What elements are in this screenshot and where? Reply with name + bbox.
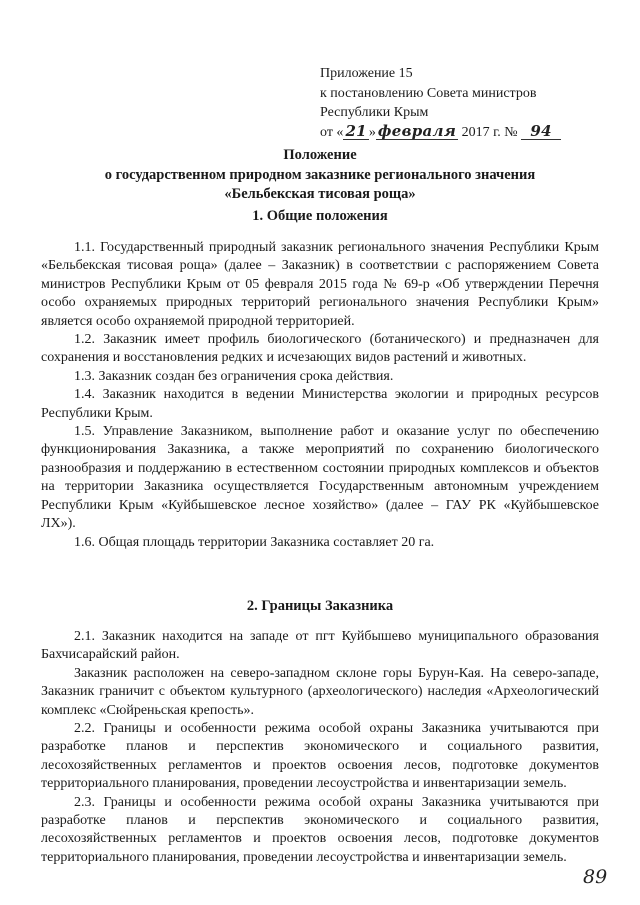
title-line-2: о государственном природном заказнике регионального значения [104, 166, 536, 183]
document-number: 94 [521, 123, 561, 140]
paragraph-1-4: 1.4. Заказник находится в ведении Министерства экологии и природных ресурсов Республики Крым. [41, 387, 599, 421]
paragraph-1-2: 1.2. Заказник имеет профиль биологического (ботанического) и предназначен для сохранения и восстановления редких и исчезающих видов растений и животных. [41, 332, 599, 366]
paragraph-2-3: 2.3. Границы и особенности режима особой охраны Заказника учитываются при разработке планов и перспектив экономического и социального развития, лесохозяйственных регламентов и проектов освоения лесов, подготовке документов территориального планирования, проведении лесоустройства и инвентаризации земель. [41, 794, 599, 865]
document-title [40, 146, 600, 205]
paragraph-1-1: 1.1. Государственный природный заказник регионального значения Республики Крым «Бельбекская тисовая роща» (далее – Заказник) в соответствии с распоряжением Совета министров Республики Крым от 05 февраля 2015 года № 69-р «Об утверждении Перечня особо охраняемых природных территорий регионального значения Республики Крым» является особо охраняемой природной территорией. [41, 240, 599, 329]
appendix-decree-line: к постановлению Совета министров [320, 85, 537, 101]
paragraph-2-1b: Заказник расположен на северо-западном склоне горы Бурун-Кая. На северо-западе, Заказник граничит с объектом культурного (археологического) наследия «Археологический комплекс «Сюйреньская крепость». [41, 665, 599, 718]
appendix-label: Приложение 15 [320, 66, 413, 81]
date-day: 21 [345, 121, 367, 140]
title-line-1: Положение [283, 147, 357, 163]
paragraph-1-5: 1.5. Управление Заказником, выполнение работ и оказание услуг по обеспечению функционирования Заказника, а также мероприятий по сохранению биологического разнообразия и поддержанию в естественном состоянии природных комплексов и объектов на территории Заказника осуществляется Государственным автономным учреждением Республики Крым «Куйбышевское лесное хозяйство» (далее – ГАУ РК «Куйбышевское ЛХ»). [41, 424, 599, 532]
section-2-body [41, 628, 599, 867]
paragraph-2-1: 2.1. Заказник находится на западе от пгт Куйбышево муниципального образования Бахчисарайский район. [41, 629, 599, 663]
title-line-3: «Бельбекская тисовая роща» [224, 186, 416, 202]
paragraph-2-2: 2.2. Границы и особенности режима особой охраны Заказника учитываются при разработке планов и перспектив экономического и социального развития, лесохозяйственных регламентов и проектов освоения лесов, подготовке документов территориального планирования, проведении лесоустройства и инвентаризации земель. [41, 721, 599, 792]
section-2-heading: 2. Границы Заказника [246, 598, 394, 614]
section-1-heading: 1. Общие положения [252, 208, 388, 224]
section-1-body [41, 239, 599, 552]
paragraph-1-6: 1.6. Общая площадь территории Заказника составляет 20 га. [74, 534, 435, 550]
date-prefix: от « [320, 124, 344, 140]
appendix-reference [320, 64, 620, 142]
page-number: 89 [583, 866, 608, 888]
date-mid: » [368, 124, 376, 140]
paragraph-1-3: 1.3. Заказник создан без ограничения срока действия. [74, 368, 394, 384]
appendix-date-line [320, 123, 620, 143]
date-month: февраля [377, 121, 457, 140]
appendix-republic-line: Республики Крым [320, 105, 429, 120]
date-suffix: 2017 г. № [458, 124, 518, 140]
